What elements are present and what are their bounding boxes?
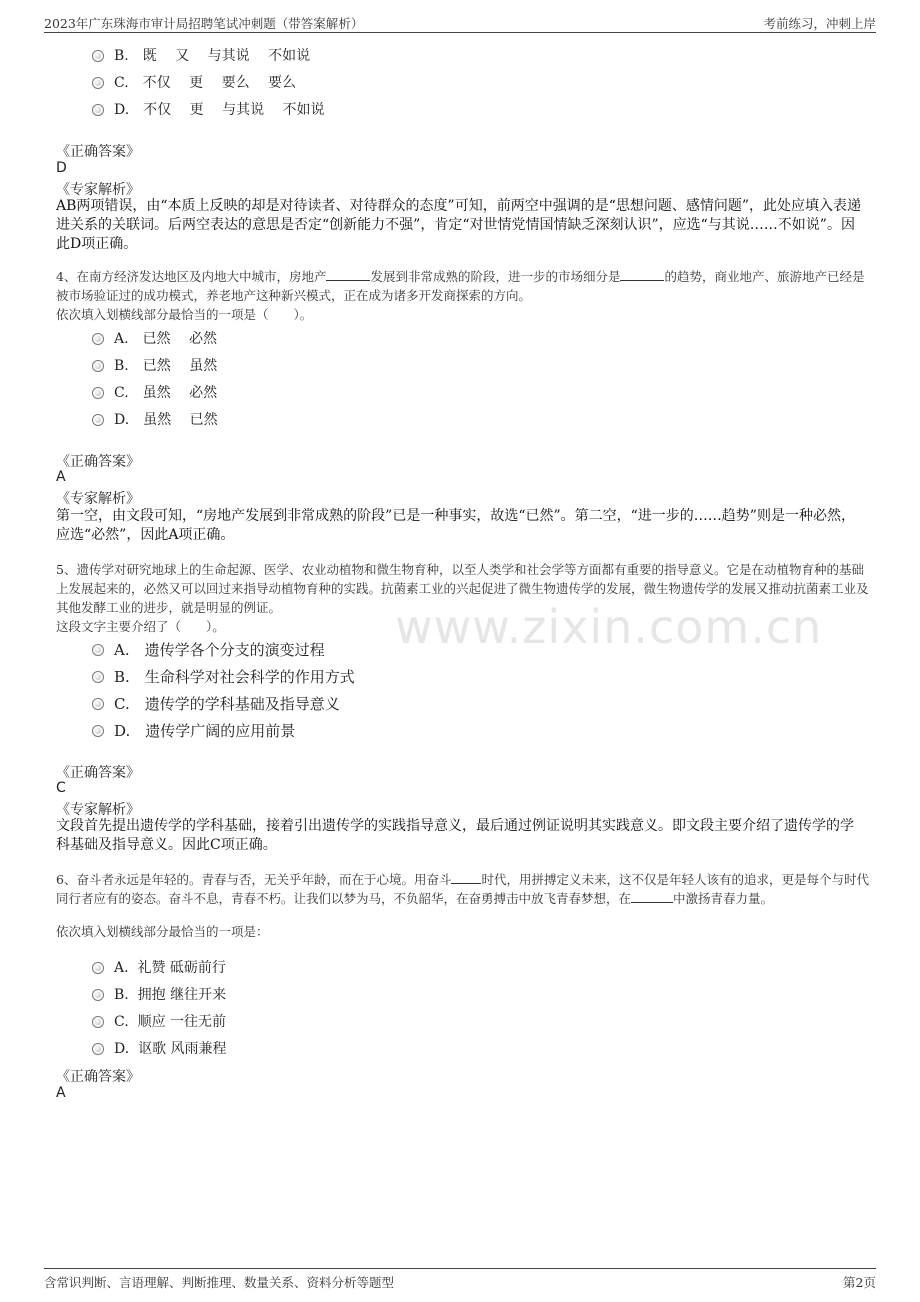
blank <box>620 268 664 281</box>
radio-icon[interactable] <box>92 698 104 710</box>
q3-answer-label: 《正确答案》 <box>56 144 140 160</box>
radio-icon[interactable] <box>92 1016 104 1028</box>
blank <box>631 890 673 903</box>
radio-icon[interactable] <box>92 50 104 62</box>
q5-answer: C <box>56 780 66 796</box>
page-header <box>44 12 876 33</box>
q6-stem: 6、奋斗者永远是年轻的。青春与否，无关乎年龄，而在于心境。用奋斗 时代，用拼搏定义未来，这不仅是年轻人该有的追求，更是每个与时代同行者应有的姿态。奋斗不息，青春不朽。让我们以梦为马，不负韶华，在奋勇搏击中放飞青春梦想，在 中激扬青春力量。 <box>56 872 869 906</box>
radio-icon[interactable] <box>92 725 104 737</box>
radio-icon[interactable] <box>92 962 104 974</box>
q5-analysis: 文段首先提出遗传学的学科基础，接着引出遗传学的实践指导意义，最后通过例证说明其实践意义。即文段主要介绍了遗传学的学科基础及指导意义。因此C项正确。 <box>56 818 854 853</box>
radio-icon[interactable] <box>92 104 104 116</box>
radio-icon[interactable] <box>92 414 104 426</box>
page-number: 第2页 <box>843 1275 876 1290</box>
q4-analysis-label: 《专家解析》 <box>56 491 140 507</box>
q4-answer: A <box>56 469 66 485</box>
blank <box>326 268 370 281</box>
radio-icon[interactable] <box>92 671 104 683</box>
q6-answer: A <box>56 1085 66 1101</box>
q3-analysis: AB两项错误，由“本质上反映的却是对待读者、对待群众的态度”可知，前两空中强调的是“思想问题、感情问题”，此处应填入表递进关系的关联词。后两空表达的意思是否定“创新能力不强”，肯定“对世情党情国情缺乏深刻认识”，应选“与其说……不如说”。因此D项正确。 <box>56 198 862 252</box>
q5-prompt: 这段文字主要介绍了（ ）。 <box>56 619 225 634</box>
q5-stem: 5、遗传学对研究地球上的生命起源、医学、农业动植物和微生物育种，以至人类学和社会学等方面都有重要的指导意义。它是在动植物育种的基础上发展起来的，必然又可以回过来指导动植物育种的实践。抗菌素工业的兴起促进了微生物遗传学的发展，微生物遗传学的发展又推动抗菌素工业及其他发酵工业的进步，就是明显的例证。 <box>56 562 869 615</box>
radio-icon[interactable] <box>92 360 104 372</box>
q6-answer-label: 《正确答案》 <box>56 1069 140 1085</box>
radio-icon[interactable] <box>92 989 104 1001</box>
footer-categories: 含常识判断、言语理解、判断推理、数量关系、资料分析等题型 <box>44 1275 395 1290</box>
q3-analysis-label: 《专家解析》 <box>56 182 140 198</box>
radio-icon[interactable] <box>92 1043 104 1055</box>
q4-stem: 4、在南方经济发达地区及内地大中城市，房地产 发展到非常成熟的阶段，进一步的市场细分是 的趋势，商业地产、旅游地产已经是被市场验证过的成功模式，养老地产这种新兴模式，正在成为诸多开发商探索的方向。 <box>56 269 865 303</box>
blank <box>451 871 481 884</box>
watermark: www.zixin.com.cn <box>395 600 823 654</box>
q3-answer: D <box>56 160 67 176</box>
header-slogan: 考前练习，冲刺上岸 <box>763 16 876 31</box>
q4-analysis: 第一空，由文段可知，“房地产发展到非常成熟的阶段”已是一种事实，故选“已然”。第二空，“进一步的……趋势”则是一种必然，应选“必然”，因此A项正确。 <box>56 508 855 543</box>
radio-icon[interactable] <box>92 387 104 399</box>
q5-answer-label: 《正确答案》 <box>56 765 140 781</box>
page-footer <box>44 1268 876 1291</box>
radio-icon[interactable] <box>92 77 104 89</box>
document-title: 2023年广东珠海市审计局招聘笔试冲刺题（带答案解析） <box>44 16 364 31</box>
q6-prompt: 依次填入划横线部分最恰当的一项是： <box>56 924 269 939</box>
q4-answer-label: 《正确答案》 <box>56 454 140 470</box>
radio-icon[interactable] <box>92 644 104 656</box>
radio-icon[interactable] <box>92 333 104 345</box>
q5-analysis-label: 《专家解析》 <box>56 802 140 818</box>
q4-prompt: 依次填入划横线部分最恰当的一项是（ ）。 <box>56 307 313 322</box>
